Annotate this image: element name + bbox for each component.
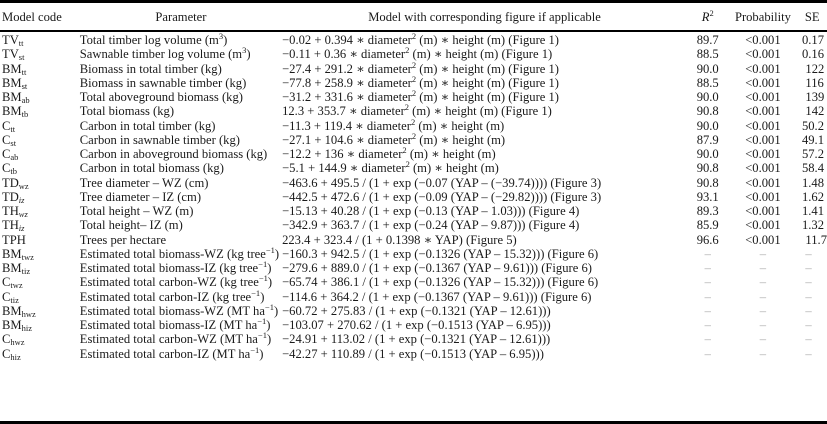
model-code-subscript: tt <box>18 38 24 49</box>
model-equation-cell <box>282 59 687 76</box>
model-equation-end: (m) ∗ height (m) (Figure 1) <box>409 104 552 119</box>
model-equation-superscript: 2 <box>411 31 417 42</box>
model-code-cell <box>0 147 80 161</box>
model-equation-cell <box>282 261 687 275</box>
probability-value: <0.001 <box>745 232 781 247</box>
header-parameter: Parameter <box>155 9 207 24</box>
model-code-cell <box>0 176 80 190</box>
table-top-rule <box>0 0 827 3</box>
model-equation-cell <box>282 247 687 261</box>
parameter-text: Estimated total biomass-WZ (kg tree <box>79 246 266 261</box>
parameter-text: Estimated total carbon-IZ (kg tree <box>79 289 252 304</box>
parameter-text: Estimated total carbon-WZ (kg tree <box>79 275 259 290</box>
model-equation: −15.13 + 40.28 / (1 + exp (−0.13 (YAP – 1.03))) (Figure 4) <box>282 204 580 219</box>
r2-superscript: 2 <box>709 7 714 18</box>
parameter-text: Sawnable timber log volume (m <box>79 47 243 62</box>
model-equation: −114.6 + 364.2 / (1 + exp (−0.1367 (YAP – 9.61))) (Figure 6) <box>282 289 592 304</box>
probability-value: – <box>759 318 767 333</box>
parameter-text: Total biomass (kg) <box>79 104 175 119</box>
model-code: TPH <box>2 232 26 247</box>
standard-error-value: 1.32 <box>801 218 824 233</box>
parameter-cell <box>80 76 282 90</box>
table-row <box>0 261 827 275</box>
parameter-superscript: −1 <box>257 330 267 341</box>
model-code: TV <box>2 33 19 48</box>
model-code: C <box>2 118 11 133</box>
table-row <box>0 347 827 361</box>
standard-error-value: 50.2 <box>801 118 824 133</box>
model-code-cell <box>0 104 80 118</box>
parameter-superscript: −1 <box>251 287 261 298</box>
model-equation-end: (m) ∗ height (m) (Figure 1) <box>416 61 559 76</box>
parameter-text: Carbon in sawnable timber (kg) <box>79 132 240 147</box>
model-code-subscript: wz <box>18 209 28 220</box>
model-code-cell <box>0 233 80 247</box>
model-code: BM <box>2 90 22 105</box>
model-equation-cell <box>282 290 687 304</box>
parameter-text: Estimated total biomass-WZ (MT ha <box>79 303 265 318</box>
model-code: BM <box>2 75 22 90</box>
model-equation-end: (m) ∗ height (m) <box>416 132 506 147</box>
probability-value: <0.001 <box>745 33 781 48</box>
model-equation-superscript: 2 <box>402 145 407 156</box>
table-row <box>0 176 827 190</box>
parameter-text-end: ) <box>266 332 272 347</box>
parameter-text-end: ) <box>273 303 279 318</box>
r-squared-value: – <box>704 346 711 361</box>
parameter-cell <box>79 301 282 318</box>
model-code-subscript: hiz <box>21 323 32 334</box>
r-squared-value: – <box>704 275 711 290</box>
model-code-subscript: tb <box>21 109 29 120</box>
parameter-cell <box>80 90 282 104</box>
probability-value: <0.001 <box>745 189 781 204</box>
model-code: BM <box>2 303 22 318</box>
model-equation-superscript: 2 <box>404 102 410 113</box>
model-equation: −0.11 + 0.36 ∗ diameter <box>282 47 406 62</box>
standard-error-value: – <box>805 332 812 347</box>
model-code-subscript: tt <box>21 66 27 77</box>
header-model-code: Model code <box>2 9 62 24</box>
parameter-text: Estimated total carbon-IZ (MT ha <box>79 346 251 361</box>
model-equation-cell <box>282 116 687 133</box>
standard-error-value: 142 <box>805 104 825 119</box>
model-code-subscript: st <box>18 52 25 63</box>
model-code: TH <box>2 204 19 219</box>
model-code-subscript: hwz <box>21 308 36 319</box>
standard-error-value: 122 <box>805 61 825 76</box>
parameter-cell <box>80 190 282 204</box>
model-equation-superscript: 2 <box>411 73 417 84</box>
model-code-cell <box>0 218 80 232</box>
table-header-row <box>0 5 827 29</box>
r-squared-value: 88.5 <box>696 75 719 90</box>
standard-error-value: 139 <box>805 90 825 105</box>
probability-value: – <box>759 246 767 261</box>
model-equation: −42.27 + 110.89 / (1 + exp (−0.1513 (YAP – 6.95))) <box>282 346 544 361</box>
table-row <box>0 332 827 346</box>
model-equation-cell <box>282 318 687 332</box>
standard-error-value: – <box>805 275 812 290</box>
model-equation-end: (m) ∗ height (m) (Figure 1) <box>416 90 559 105</box>
standard-error-value: 1.48 <box>801 175 824 190</box>
model-equation-cell <box>282 130 687 147</box>
table-row <box>0 304 827 318</box>
model-code-subscript: twz <box>10 280 23 291</box>
standard-error-value: 57.2 <box>801 147 824 162</box>
model-equation: −77.8 + 258.9 ∗ diameter <box>282 75 412 90</box>
model-code-cell <box>0 47 80 61</box>
parameter-cell <box>80 119 282 133</box>
probability-value: <0.001 <box>745 175 781 190</box>
model-equation-end: (m) ∗ height (m) (Figure 1) <box>416 75 559 90</box>
model-code-cell <box>0 290 80 304</box>
model-equation-superscript: 2 <box>411 130 417 141</box>
r-squared-value: 88.5 <box>696 47 719 62</box>
standard-error-value: 58.4 <box>801 161 824 176</box>
model-code-subscript: ab <box>10 152 19 163</box>
model-equation-superscript: 2 <box>405 45 410 56</box>
parameter-text: Trees per hectare <box>79 232 167 247</box>
probability-value: <0.001 <box>745 147 781 162</box>
table-row <box>0 161 827 175</box>
parameter-superscript: −1 <box>250 344 260 355</box>
model-code-cell <box>0 261 80 275</box>
model-code-cell <box>0 204 80 218</box>
probability-value: – <box>759 332 767 347</box>
table-row <box>0 247 827 261</box>
r-squared-value: 90.0 <box>696 61 719 76</box>
standard-error-value: – <box>805 318 812 333</box>
model-code-subscript: iz <box>18 194 25 205</box>
standard-error-value: 0.16 <box>801 47 824 62</box>
model-equation: −160.3 + 942.5 / (1 + exp (−0.1326 (YAP – 15.32))) (Figure 6) <box>282 246 599 261</box>
r2-base: R <box>701 9 710 24</box>
parameter-superscript: −1 <box>258 259 268 270</box>
model-code-subscript: st <box>21 80 28 91</box>
table-row <box>0 190 827 204</box>
parameter-cell <box>79 244 282 261</box>
parameter-text-end: ) <box>267 261 272 276</box>
model-code-subscript: ab <box>21 95 30 106</box>
model-equation-end: (m) ∗ height (m) <box>409 161 499 176</box>
model-code-subscript: twz <box>21 251 34 262</box>
model-equation: −0.02 + 0.394 ∗ diameter <box>282 33 412 48</box>
model-equation: −65.74 + 386.1 / (1 + exp (−0.1326 (YAP – 15.32))) (Figure 6) <box>282 275 599 290</box>
model-code: TH <box>2 218 19 233</box>
model-equation: −342.9 + 363.7 / (1 + exp (−0.24 (YAP – 9.87))) (Figure 4) <box>282 218 580 233</box>
parameter-text: Estimated total biomass-IZ (kg tree <box>79 261 259 276</box>
parameter-cell <box>80 29 282 47</box>
probability-value: – <box>759 289 767 304</box>
r-squared-value: – <box>704 318 711 333</box>
model-code: TD <box>2 189 19 204</box>
model-equation-superscript: 2 <box>405 159 410 170</box>
model-equation-cell <box>282 147 687 161</box>
model-equation-cell <box>282 29 687 47</box>
header-probability: Probability <box>734 9 791 24</box>
standard-error-value: – <box>805 303 812 318</box>
parameter-text: Carbon in total timber (kg) <box>79 118 216 133</box>
parameter-superscript: −1 <box>264 301 274 312</box>
model-code-subscript: tt <box>10 123 16 134</box>
probability-value: <0.001 <box>745 75 781 90</box>
parameter-cell <box>80 47 282 61</box>
model-equation: −31.2 + 331.6 ∗ diameter <box>282 90 412 105</box>
model-equation-cell <box>282 347 687 361</box>
probability-value: <0.001 <box>745 132 781 147</box>
parameter-cell <box>80 261 282 275</box>
model-equation-cell <box>282 104 687 118</box>
parameter-cell <box>80 133 282 147</box>
model-code-subscript: tiz <box>10 294 19 305</box>
model-code: C <box>2 289 11 304</box>
table-row <box>0 218 827 232</box>
standard-error-value: 49.1 <box>801 132 824 147</box>
model-equation: −24.91 + 113.02 / (1 + exp (−0.1321 (YAP – 12.61))) <box>282 332 551 347</box>
parameter-cell <box>80 104 282 118</box>
table-row <box>0 204 827 218</box>
model-code: BM <box>2 246 22 261</box>
parameter-text-end: ) <box>223 33 228 48</box>
model-code-cell <box>0 190 80 204</box>
model-equation-cell <box>282 161 687 175</box>
standard-error-value: 0.17 <box>801 33 824 48</box>
model-code-cell <box>0 62 80 76</box>
parameter-text: Carbon in aboveground biomass (kg) <box>79 147 268 162</box>
r-squared-value: – <box>704 261 711 276</box>
model-code-subscript: iz <box>18 223 25 234</box>
probability-value: <0.001 <box>745 47 781 62</box>
probability-value: – <box>759 275 767 290</box>
model-code: C <box>2 275 11 290</box>
model-code-subscript: hiz <box>10 351 21 362</box>
r-squared-value: 85.9 <box>696 218 719 233</box>
probability-value: <0.001 <box>745 90 781 105</box>
parameter-text: Total aboveground biomass (kg) <box>79 90 243 105</box>
standard-error-value: 1.62 <box>801 189 824 204</box>
model-code: BM <box>2 261 22 276</box>
model-code: BM <box>2 61 22 76</box>
model-equation: 12.3 + 353.7 ∗ diameter <box>282 104 405 119</box>
model-equation: −27.1 + 104.6 ∗ diameter <box>282 132 412 147</box>
standard-error-value: 11.7 <box>805 232 827 247</box>
model-code: C <box>2 332 11 347</box>
r-squared-value: 89.7 <box>696 33 719 48</box>
model-equation: −12.2 + 136 ∗ diameter <box>282 147 403 162</box>
model-equation: 223.4 + 323.4 / (1 + 0.1398 ∗ YAP) (Figure 5) <box>282 232 517 247</box>
model-code-cell <box>0 161 80 175</box>
parameter-cell <box>80 62 282 76</box>
r-squared-value: 96.6 <box>696 232 719 247</box>
model-table <box>0 5 827 361</box>
model-equation-superscript: 2 <box>411 59 417 70</box>
parameter-text: Biomass in sawnable timber (kg) <box>79 75 247 90</box>
parameter-text: Total height– IZ (m) <box>79 218 183 233</box>
parameter-cell <box>80 233 282 247</box>
model-code: C <box>2 346 11 361</box>
model-equation: −279.6 + 889.0 / (1 + exp (−0.1367 (YAP – 9.61))) (Figure 6) <box>282 261 592 276</box>
model-code-cell <box>0 347 80 361</box>
parameter-cell <box>79 287 282 304</box>
model-code: C <box>2 147 11 162</box>
header-se: SE <box>804 9 820 24</box>
model-code-subscript: wz <box>18 180 29 191</box>
model-equation-end: (m) ∗ height (m) (Figure 1) <box>409 47 553 62</box>
parameter-text-end: ) <box>246 47 251 62</box>
parameter-cell <box>80 218 282 232</box>
r-squared-value: 89.3 <box>696 204 719 219</box>
parameter-text: Tree diameter – WZ (cm) <box>79 175 209 190</box>
probability-value: <0.001 <box>745 161 781 176</box>
standard-error-value: – <box>805 346 812 361</box>
standard-error-value: – <box>805 246 812 261</box>
model-equation-cell <box>282 90 687 104</box>
model-equation: −11.3 + 119.4 ∗ diameter <box>282 118 411 133</box>
model-equation-superscript: 2 <box>411 88 417 99</box>
model-code-cell <box>0 29 80 47</box>
r-squared-value: 87.9 <box>696 132 719 147</box>
model-equation: −463.6 + 495.5 / (1 + exp (−0.07 (YAP – (−39.74)))) (Figure 3) <box>282 175 602 190</box>
r-squared-value: 90.8 <box>696 175 719 190</box>
probability-value: <0.001 <box>745 61 781 76</box>
table-row <box>0 90 827 104</box>
model-equation-cell <box>282 204 687 218</box>
parameter-superscript: −1 <box>257 316 267 327</box>
parameter-text-end: ) <box>267 275 273 290</box>
model-code-cell <box>0 247 80 261</box>
parameter-cell <box>80 318 282 332</box>
standard-error-value: – <box>805 289 812 304</box>
model-equation-cell <box>282 176 687 190</box>
table-row <box>0 275 827 289</box>
model-equation: −5.1 + 144.9 ∗ diameter <box>282 161 406 176</box>
model-code: C <box>2 161 11 176</box>
parameter-text: Carbon in total biomass (kg) <box>79 161 224 176</box>
parameter-text-end: ) <box>274 246 280 261</box>
table-row <box>0 318 827 332</box>
probability-value: – <box>759 303 767 318</box>
model-code-cell <box>0 133 80 147</box>
model-equation-end: (m) ∗ height (m) <box>406 147 496 162</box>
r-squared-value: 90.0 <box>696 90 719 105</box>
model-equation: −442.5 + 472.6 / (1 + exp (−0.09 (YAP – (−29.82)))) (Figure 3) <box>282 189 602 204</box>
probability-value: <0.001 <box>745 218 781 233</box>
probability-value: <0.001 <box>745 118 781 133</box>
model-equation-cell <box>282 73 687 90</box>
model-code-subscript: hwz <box>10 337 25 348</box>
r-squared-value: 90.0 <box>696 147 719 162</box>
header-model: Model with corresponding figure if applicable <box>368 9 601 24</box>
standard-error-value: – <box>805 261 812 276</box>
parameter-cell <box>80 176 282 190</box>
model-code: BM <box>2 104 22 119</box>
r-squared-value: 90.8 <box>696 104 719 119</box>
r-squared-value: – <box>704 289 711 304</box>
probability-value: <0.001 <box>745 104 781 119</box>
parameter-superscript: −1 <box>258 273 268 284</box>
model-code-cell <box>0 275 80 289</box>
probability-value: – <box>759 346 767 361</box>
model-code-subscript: tiz <box>21 266 31 277</box>
model-code-cell <box>0 332 80 346</box>
r-squared-value: 90.0 <box>696 118 719 133</box>
parameter-cell <box>80 161 282 175</box>
parameter-text: Biomass in total timber (kg) <box>79 61 222 76</box>
model-code-cell <box>0 304 80 318</box>
table-row <box>0 233 827 247</box>
model-equation-cell <box>282 190 687 204</box>
model-code-cell <box>0 119 80 133</box>
standard-error-value: 1.41 <box>801 204 824 219</box>
model-equation-cell <box>282 304 687 318</box>
parameter-text: Estimated total carbon-WZ (MT ha <box>79 332 258 347</box>
r-squared-value: – <box>704 303 711 318</box>
model-equation-cell <box>282 47 687 61</box>
model-equation-end: (m) ∗ height (m) <box>415 118 505 133</box>
table-row <box>0 147 827 161</box>
table-row <box>0 29 827 47</box>
parameter-text-end: ) <box>260 289 265 304</box>
parameter-superscript: 3 <box>218 31 224 42</box>
parameter-text-end: ) <box>266 318 271 333</box>
parameter-text: Total timber log volume (m <box>79 33 219 48</box>
r-squared-value: – <box>704 246 711 261</box>
parameter-cell <box>79 344 282 361</box>
r-squared-value: – <box>704 332 711 347</box>
model-code-subscript: st <box>10 137 17 148</box>
header-r-squared <box>687 5 728 29</box>
r-squared-value: 90.8 <box>696 161 719 176</box>
model-code: TD <box>2 175 19 190</box>
parameter-superscript: −1 <box>265 244 275 255</box>
model-code-cell <box>0 76 80 90</box>
model-code-cell <box>0 90 80 104</box>
table-body <box>0 29 827 361</box>
model-equation-cell <box>282 218 687 232</box>
model-equation-cell <box>282 233 687 247</box>
table-row <box>0 133 827 147</box>
parameter-text: Total height – WZ (m) <box>79 204 194 219</box>
model-code: BM <box>2 318 22 333</box>
table-row <box>0 290 827 304</box>
parameter-superscript: 3 <box>242 45 247 56</box>
model-equation: −103.07 + 270.62 / (1 + exp (−0.1513 (YAP – 6.95))) <box>282 318 551 333</box>
parameter-text-end: ) <box>259 346 264 361</box>
model-code: TV <box>2 47 19 62</box>
model-equation-end: (m) ∗ height (m) (Figure 1) <box>416 33 559 48</box>
parameter-cell <box>80 204 282 218</box>
model-code-subscript: tb <box>10 166 18 177</box>
model-code: C <box>2 132 11 147</box>
probability-value: – <box>759 261 767 276</box>
model-equation-superscript: 2 <box>410 116 416 127</box>
standard-error-value: 116 <box>805 75 824 90</box>
model-equation-cell <box>282 275 687 289</box>
parameter-text: Estimated total biomass-IZ (MT ha <box>79 318 258 333</box>
parameter-cell <box>80 147 282 161</box>
model-equation: −27.4 + 291.2 ∗ diameter <box>282 61 412 76</box>
model-code-cell <box>0 318 80 332</box>
model-equation: −60.72 + 275.83 / (1 + exp (−0.1321 (YAP – 12.61))) <box>282 303 551 318</box>
probability-value: <0.001 <box>745 204 781 219</box>
parameter-text: Tree diameter – IZ (cm) <box>79 189 202 204</box>
r-squared-value: 93.1 <box>696 189 719 204</box>
model-equation-cell <box>282 332 687 346</box>
